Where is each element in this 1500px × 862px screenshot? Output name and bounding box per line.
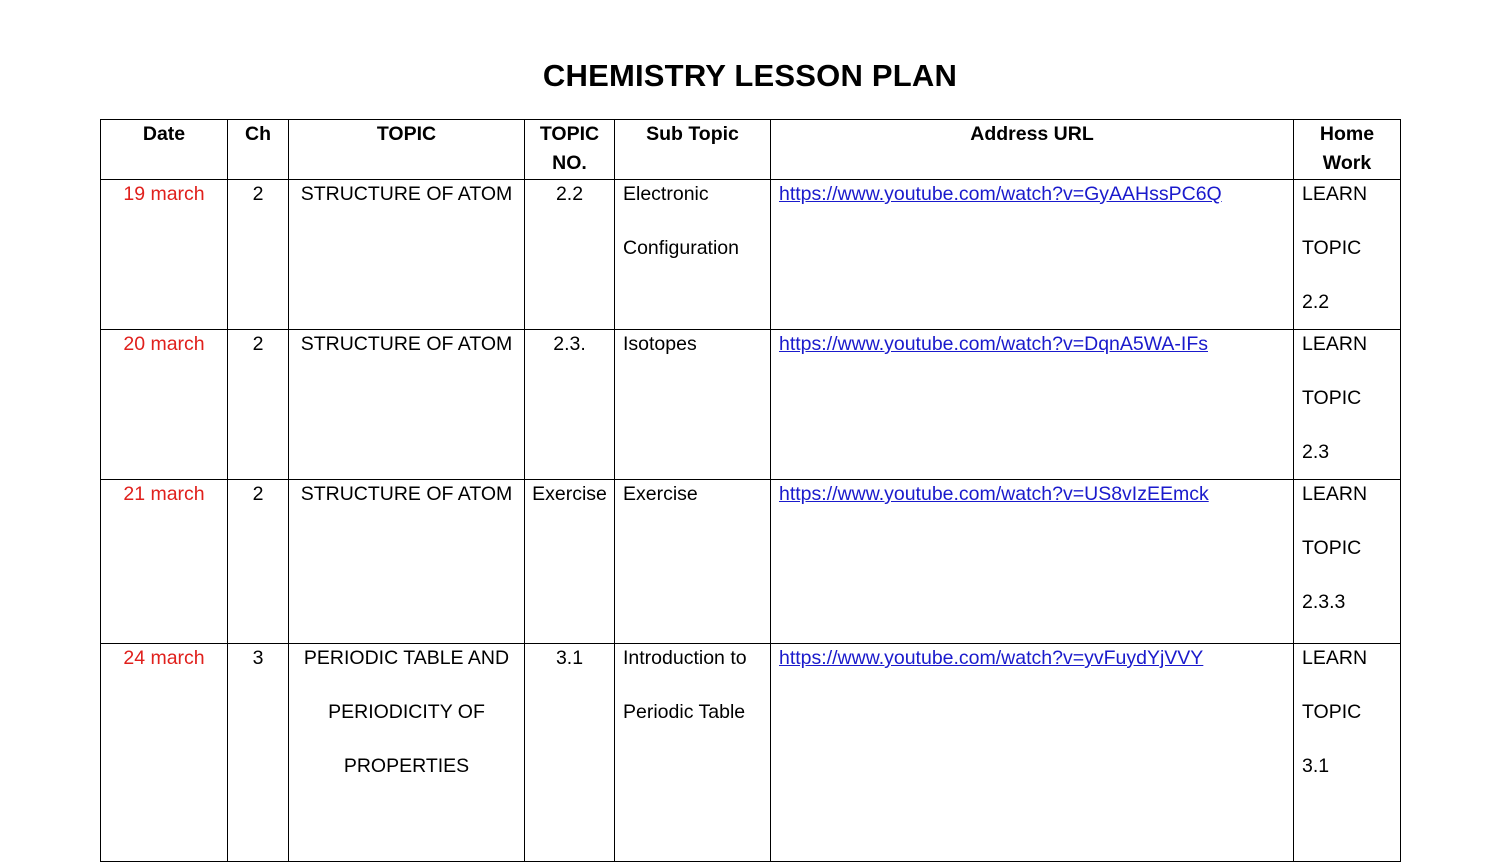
home-work-line: 2.3.3 xyxy=(1302,591,1346,613)
cell-sub-topic xyxy=(615,330,771,480)
header-date: Date xyxy=(101,120,228,180)
cell-date: 19 march xyxy=(101,180,228,330)
topic-line: STRUCTURE OF ATOM xyxy=(300,333,513,355)
topic-line: PERIODICITY OF xyxy=(328,701,485,723)
cell-ch: 3 xyxy=(228,644,289,862)
cell-url xyxy=(771,480,1294,644)
cell-home-work xyxy=(1294,180,1401,330)
cell-ch: 2 xyxy=(228,480,289,644)
video-link[interactable]: https://www.youtube.com/watch?v=yvFuydYjVVY xyxy=(779,647,1204,669)
home-work-line: LEARN xyxy=(1302,333,1368,355)
sub-topic-line: Electronic xyxy=(623,183,709,205)
header-topic-no-line1: TOPIC xyxy=(539,123,600,145)
topic-line: STRUCTURE OF ATOM xyxy=(300,483,513,505)
header-ch: Ch xyxy=(228,120,289,180)
table-row xyxy=(101,180,1401,330)
sub-topic-line: Configuration xyxy=(623,237,739,259)
header-home-work-line1: Home xyxy=(1319,123,1375,145)
cell-topic xyxy=(289,644,525,862)
cell-topic-no: 3.1 xyxy=(525,644,615,862)
sub-topic-line: Isotopes xyxy=(623,333,697,355)
header-topic-no-line2: NO. xyxy=(552,152,587,174)
topic-line: PERIODIC TABLE AND xyxy=(303,647,510,669)
page-title: CHEMISTRY LESSON PLAN xyxy=(542,58,958,93)
cell-topic xyxy=(289,180,525,330)
home-work-line: TOPIC xyxy=(1302,537,1362,559)
cell-home-work xyxy=(1294,330,1401,480)
cell-home-work xyxy=(1294,644,1401,862)
home-work-line: LEARN xyxy=(1302,183,1368,205)
table-row xyxy=(101,480,1401,644)
sub-topic-line: Periodic Table xyxy=(623,701,746,723)
cell-topic-no: 2.2 xyxy=(525,180,615,330)
cell-date: 24 march xyxy=(101,644,228,862)
cell-date: 20 march xyxy=(101,330,228,480)
topic-line: STRUCTURE OF ATOM xyxy=(300,183,513,205)
table-row xyxy=(101,644,1401,862)
cell-ch: 2 xyxy=(228,330,289,480)
sub-topic-line: Exercise xyxy=(623,483,698,505)
header-home-work-line2: Work xyxy=(1322,152,1372,174)
cell-ch: 2 xyxy=(228,180,289,330)
video-link[interactable]: https://www.youtube.com/watch?v=GyAAHssPC6Q xyxy=(779,183,1222,205)
cell-url xyxy=(771,330,1294,480)
home-work-line: TOPIC 3.1 xyxy=(1302,701,1362,777)
cell-url xyxy=(771,644,1294,862)
cell-sub-topic xyxy=(615,180,771,330)
header-topic: TOPIC xyxy=(289,120,525,180)
cell-topic xyxy=(289,330,525,480)
cell-date: 21 march xyxy=(101,480,228,644)
cell-topic-no: 2.3. xyxy=(525,330,615,480)
cell-topic-no: Exercise xyxy=(525,480,615,644)
sub-topic-line: Introduction to xyxy=(623,647,747,669)
topic-line: PROPERTIES xyxy=(343,755,470,777)
lesson-plan-table xyxy=(100,119,1401,862)
header-address-url: Address URL xyxy=(771,120,1294,180)
video-link[interactable]: https://www.youtube.com/watch?v=DqnA5WA-IFs xyxy=(779,333,1208,355)
home-work-line: TOPIC 2.3 xyxy=(1302,387,1362,463)
header-sub-topic: Sub Topic xyxy=(615,120,771,180)
cell-sub-topic xyxy=(615,480,771,644)
video-link[interactable]: https://www.youtube.com/watch?v=US8vIzEEmck xyxy=(779,483,1209,505)
cell-topic xyxy=(289,480,525,644)
home-work-line: LEARN xyxy=(1302,483,1368,505)
cell-sub-topic xyxy=(615,644,771,862)
cell-url xyxy=(771,180,1294,330)
cell-home-work xyxy=(1294,480,1401,644)
home-work-line: LEARN xyxy=(1302,647,1368,669)
table-row xyxy=(101,330,1401,480)
home-work-line: TOPIC 2.2 xyxy=(1302,237,1362,313)
